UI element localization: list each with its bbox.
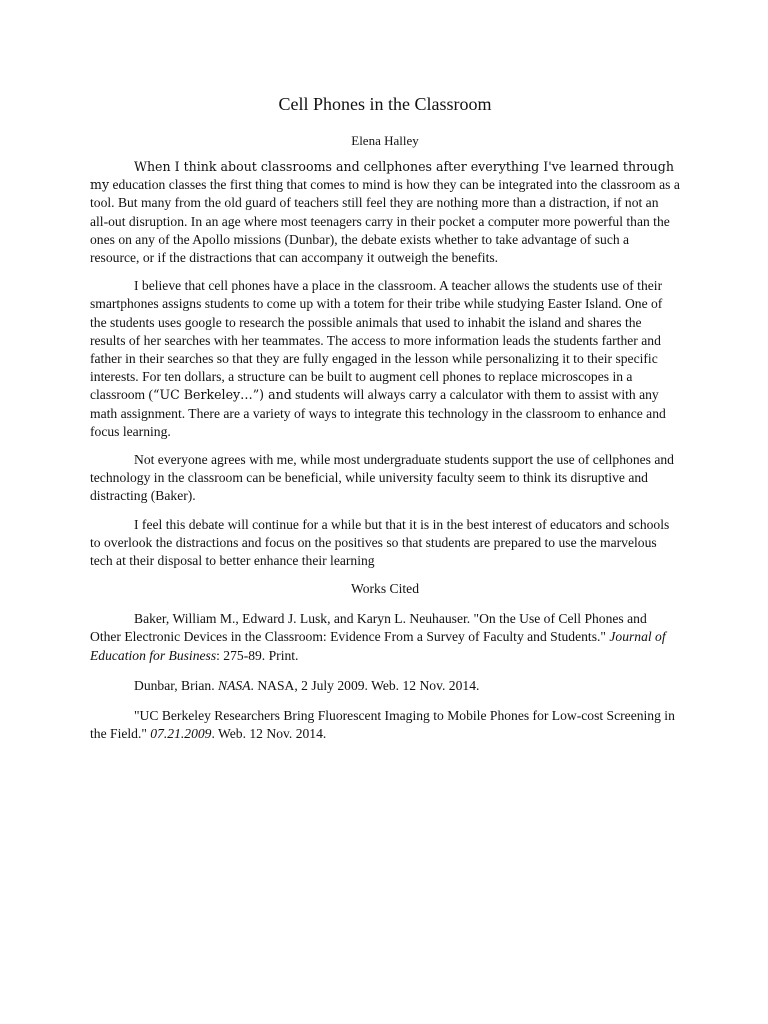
author-name: Elena Halley — [351, 133, 419, 148]
citation-ucb-text: "UC Berkeley Researchers Bring Fluorescent Imaging to Mobile Phones for Low-cost Screening in the Field." — [90, 708, 675, 742]
paragraph-1-opening: When I think about classrooms and cellphones after everything I've learned through my — [90, 159, 674, 193]
citation-uc-berkeley — [90, 707, 680, 743]
citation-dunbar-text: Dunbar, Brian. — [134, 677, 219, 693]
citation-dunbar-site: NASA — [218, 677, 251, 693]
body-paragraph-2 — [90, 277, 680, 441]
citation-dunbar — [90, 677, 680, 695]
paragraph-2-end: students will always carry a calculator with them to assist with any math assignment. There are a variety of ways to integrate this technology in the classroom to enhance and focus learning. — [90, 387, 666, 439]
citation-baker-text: Baker, William M., Edward J. Lusk, and Karyn L. Neuhauser. "On the Use of Cell Phones and Other Electronic Devices in the Classroom: Evidence From a Survey of Faculty and Students." — [90, 611, 647, 645]
citation-ucb-end: . Web. 12 Nov. 2014. — [211, 726, 327, 742]
document-title: Cell Phones in the Classroom — [278, 94, 492, 114]
paragraph-1-rest: education classes the first thing that comes to mind is how they can be integrated into the classroom as a tool. But many from the old guard of teachers still feel they are nothing more than a distraction, if not an all-out disruption. In an age where most teenagers carry in their pocket a computer more powerful than the ones on any of the Apollo missions (Dunbar), the debate exists whether to take advantage of such a resource, or if the distractions that can accompany it outweigh the benefits. — [90, 177, 680, 266]
paragraph-2-citation: “UC Berkeley…”) and — [153, 387, 292, 403]
citation-ucb-date: 07.21.2009 — [150, 726, 212, 742]
paragraph-2-main: I believe that cell phones have a place in the classroom. A teacher allows the students use of their smartphones assigns students to come up with a totem for their tribe while studying Easter Island. One of the students uses google to research the possible animals that used to inhabit the island and shares the results of her searches with her teammates. The access to more information leads the students farther and father in their searches so that they are fully engaged in the lesson while personalizing it to their specific interests. For ten dollars, a structure can be built to augment cell phones to replace microscopes in a classroom ( — [90, 278, 663, 403]
citation-dunbar-end: . NASA, 2 July 2009. Web. 12 Nov. 2014. — [250, 677, 480, 693]
body-paragraph-3: Not everyone agrees with me, while most undergraduate students support the use of cellphones and technology in the classroom can be beneficial, while university faculty seem to think its disruptive and distracting (Baker). — [90, 452, 674, 504]
citation-baker-end: : 275-89. Print. — [216, 647, 299, 663]
citation-baker-journal: Journal of Education for Business — [90, 629, 666, 663]
body-paragraph-4: I feel this debate will continue for a while but that it is in the best interest of educators and schools to overlook the distractions and focus on the positives so that students are prepared to use the marvelous tech at their disposal to better enhance their learning — [90, 516, 670, 569]
document-page — [90, 92, 680, 755]
body-paragraph-1 — [90, 158, 680, 267]
works-cited-heading: Works Cited — [350, 581, 419, 597]
citation-baker — [90, 610, 680, 665]
